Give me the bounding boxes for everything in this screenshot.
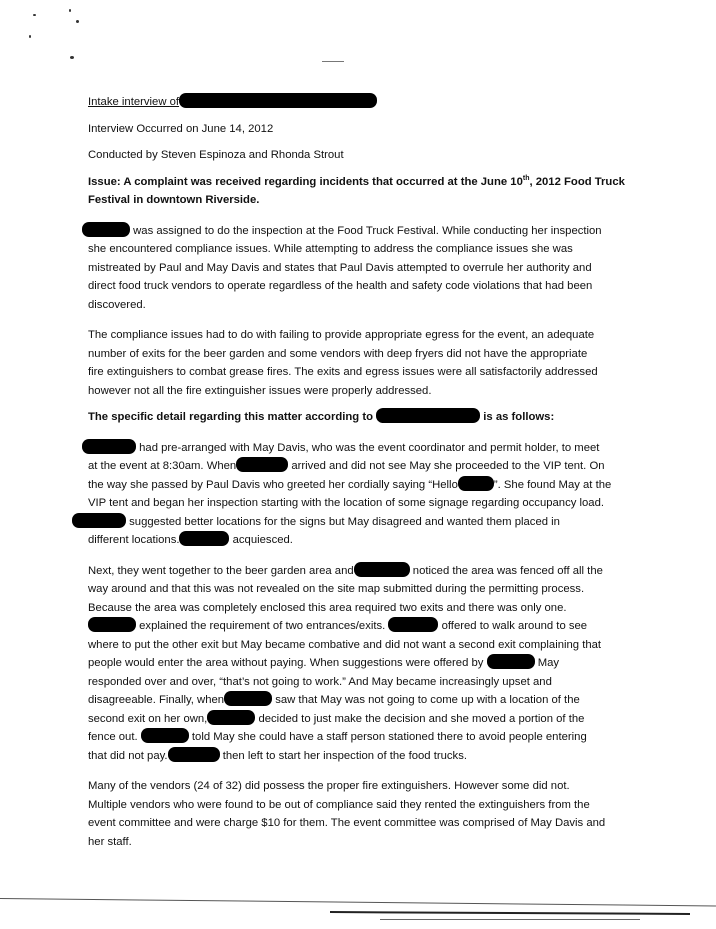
redaction-box [224,691,272,706]
issue-line-1: Issue: A complaint was received regarding incidents that occurred at the June 10th, 2012 Food Truck [88,174,625,188]
redaction-box [487,654,535,669]
interview-date: Interview Occurred on June 14, 2012 [88,122,274,135]
redaction-box [388,617,438,632]
redaction-box [354,562,410,577]
specific-detail-heading: The specific detail regarding this matter according to is as follows: [88,408,648,427]
redaction-box [88,617,136,632]
document-body [88,93,648,851]
redaction-box [72,513,126,528]
redaction-box [82,222,130,237]
redaction-box [82,439,136,454]
redaction-box [168,747,220,762]
redaction-box [179,531,229,546]
redaction-box [179,93,377,108]
conducted-by: Conducted by Steven Espinoza and Rhonda Strout [88,149,344,161]
scan-speck [322,61,344,62]
redaction-box [458,476,494,491]
redaction-box [207,710,255,725]
paragraph-arrival: had pre-arranged with May Davis, who was the event coordinator and permit holder, to meet at the event at 8:30am. When arrived and did not see May she proceeded to the VIP tent. On the way she passed by Paul Davis who greeted her cordially saying “Hello ”. She found May at the VIP tent and began her inspection starting with the location of some signage regarding occupancy load. suggested better locations for the signs but May disagreed and wanted them placed in different locations. acquiesced. [88,439,648,550]
scan-speck [76,20,79,23]
paragraph-compliance-issues: The compliance issues had to do with failing to provide appropriate egress for the event, an adequate number of exits for the beer garden and some vendors with deep fryers did not have the appropriate fire extinguishers to combat grease fires. The exits and egress issues were all satisfactorily addressed however not all the fire extinguisher issues were properly addressed. [88,329,598,397]
scan-speck [33,14,36,16]
redaction-box [141,728,189,743]
scan-edge-line [330,911,690,915]
scan-edge-line [0,898,716,906]
document-title: Intake interview of [88,93,648,112]
scan-speck [69,9,71,12]
paragraph-assignment: was assigned to do the inspection at the Food Truck Festival. While conducting her inspection she encountered compliance issues. While attempting to address the compliance issues she was mistreated by Paul and May Davis and states that Paul Davis attempted to overrule her authority and direct food truck vendors to operate regardless of the health and safety code violations that had been discovered. [88,222,648,315]
scan-speck [70,56,74,59]
scan-speck [29,35,31,38]
paragraph-beer-garden: Next, they went together to the beer garden area and noticed the area was fenced off all the way around and that this was not revealed on the site map submitted during the permitting process. Because the area was completely enclosed this area required two exits and there was only one. explained the requirement of two entrances/exits. offered to walk around to see where to put the other exit but May became combative and did not want a second exit complaining that people would enter the area without paying. When suggestions were offered by May responded over and over, “that’s not going to work.” And May became increasingly upset and disagreeable. Finally, when saw that May was not going to come up with a location of the second exit on her own, decided to just make the decision and she moved a portion of the fence out. told May she could have a staff person stationed there to avoid people entering that did not pay. then left to start her inspection of the food trucks. [88,562,648,766]
scan-edge-line [380,919,640,920]
redaction-box [236,457,288,472]
issue-line-2: Festival in downtown Riverside. [88,194,260,206]
paragraph-fire-extinguishers: Many of the vendors (24 of 32) did possess the proper fire extinguishers. However some did not. Multiple vendors who were found to be out of compliance said they rented the extinguishers from the event committee and were charge $10 for them. The event committee was comprised of May Davis and her staff. [88,780,606,848]
redaction-box [376,408,480,423]
